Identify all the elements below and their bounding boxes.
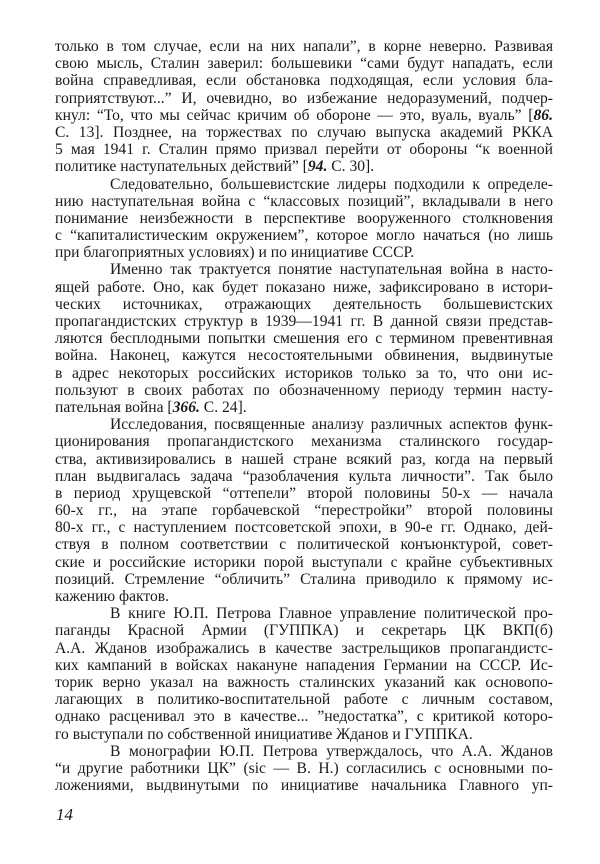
text-segment: только в том случае, если на них напали”, в корне неверно. Развивая [55,38,553,55]
text-line [55,330,553,347]
text-segment: при благоприятных условиях) и по инициативе СССР. [55,244,415,262]
text-segment: С. 30]. [327,158,375,176]
text-line [55,622,553,639]
text-line [55,313,553,330]
text-line [55,519,553,536]
text-line [55,38,553,55]
text-line [55,55,553,72]
text-segment: С. 13]. Позднее, на торжествах по случаю выпуска академий РККА [55,123,553,141]
text-segment: пользуют в своих работах по обозначенному периоду термин насту- [55,381,553,399]
text-segment: кнул: “То, что мы сейчас кричим об обороне — это, вуаль, вуаль” [ [55,106,534,124]
text-segment: “и другие работники ЦК” (sic — В. Н.) согласились с основными по- [55,759,553,777]
text-segment: 5 мая 1941 г. Сталин прямо призвал перейти от обороны “к военной [55,141,553,159]
text-line [55,536,553,553]
text-line [55,588,553,605]
text-line [55,691,553,708]
text-segment: ких кампаний в войсках накануне нападения Германии на СССР. Ис- [55,656,553,674]
text-segment: с “капиталистическим окружением”, которое могло начаться (но лишь [55,227,553,245]
text-line [55,90,553,107]
text-line [55,124,553,141]
paragraph [55,176,553,262]
text-segment: пропагандистских структур в 1939—1941 гг. В данной связи представ- [55,313,553,330]
text-segment: свою мысль, Сталин заверил: большевики “сами будут нападать, если [55,55,553,73]
text-segment: ствуя в полном соответствии с политической конъюнктурой, совет- [55,536,553,554]
text-segment: кажению фактов. [55,588,170,605]
text-line [55,193,553,210]
text-line [55,72,553,89]
citation-ref: 366. [172,398,200,416]
text-segment: позиций. Стремление “обличить” Сталина приводило к прямому ис- [55,570,553,588]
text-segment: Исследования, посвященные анализу различных аспектов функ- [110,416,553,434]
paragraph [55,743,553,795]
paragraph [55,416,553,605]
text-segment: пательная война [ [55,398,173,416]
text-segment: нию наступательная война с “классовых позиций”, вкладывали в него [55,192,553,210]
text-segment: го выступали по собственной инициативе Жданов и ГУППКА. [55,725,473,743]
text-segment: С. 24]. [199,398,247,416]
body-text [55,38,553,794]
text-line [55,605,553,622]
text-segment: план выдвигалась задача “разоблачения культа личности”. Так было [55,467,553,485]
text-line [55,743,553,760]
text-line [55,760,553,777]
text-line [55,141,553,158]
text-line [55,279,553,296]
text-line [55,107,553,124]
text-segment: лагающих в политико-воспитательной работе с личным составом, [55,691,553,709]
text-line [55,554,553,571]
text-segment: в адрес некоторых российских историков только за то, что они ис- [55,364,553,382]
text-line [55,261,553,278]
text-segment: в период хрущевской “оттепели” второй половины 50-х — начала [55,484,553,502]
paragraph [55,261,553,416]
text-segment: 60-х гг., на этапе горбачевской “перестройки” второй половины [55,502,553,520]
text-line [55,726,553,743]
text-line [55,640,553,657]
text-segment: Именно так трактуется понятие наступательная война в насто- [110,261,553,279]
text-segment: ства, активизировались в нашей стране всякий раз, когда на первый [55,450,553,468]
text-line [55,433,553,450]
text-segment: торик верно указал на важность сталинских указаний как основопо- [55,673,553,691]
text-line [55,416,553,433]
citation-ref: 94. [307,158,328,176]
text-line [55,571,553,588]
text-line [55,451,553,468]
text-segment: ложениями, выдвинутыми по инициативе начальника Главного уп- [55,777,553,795]
text-segment: В книге Ю.П. Петрова Главное управление политической про- [110,605,553,623]
text-line [55,365,553,382]
text-line [55,382,553,399]
text-segment: Следовательно, большевистские лидеры подходили к определе- [110,175,553,193]
text-line [55,674,553,691]
text-line [55,244,553,261]
text-segment: однако расценивал это в качестве... ”недостатка”, с критикой которо- [55,708,553,726]
text-segment: ционирования пропагандистского механизма сталинского государ- [55,433,553,451]
text-line [55,502,553,519]
text-line [55,158,553,175]
text-line [55,708,553,725]
text-segment: 80-х гг., с наступлением постсоветской эпохи, в 90-е гг. Однако, дей- [55,519,553,537]
text-line [55,399,553,416]
text-segment: ящей работе. Оно, как будет показано ниже, зафиксировано в истори- [55,278,553,296]
text-line [55,176,553,193]
text-line [55,347,553,364]
text-line [55,468,553,485]
text-line [55,657,553,674]
text-segment: В монографии Ю.П. Петрова утверждалось, что А.А. Жданов [110,742,553,760]
text-segment: война. Наконец, кажутся несостоятельными обвинения, выдвинутые [55,347,553,365]
text-line [55,227,553,244]
text-segment: паганды Красной Армии (ГУППКА) и секретарь ЦК ВКП(б) [55,622,553,640]
citation-ref: 86. [533,106,553,124]
text-segment: А.А. Жданов изображались в качестве застрельщиков пропагандистс- [55,639,553,657]
text-segment: война справедливая, если обстановка подходящая, если условия бла- [55,72,553,90]
paragraph [55,38,553,176]
text-segment: ляются бесплодными попытки смешения его с термином превентивная [55,330,553,348]
text-line [55,485,553,502]
text-line [55,210,553,227]
text-segment: понимание неизбежности в перспективе вооруженного столкновения [55,209,553,227]
text-segment: ческих источниках, отражающих деятельность большевистских [55,295,553,313]
paragraph [55,605,553,743]
page-number: 14 [56,805,73,824]
text-segment: гоприятствуют...” И, очевидно, во избежание недоразумений, подчер- [55,89,553,107]
text-segment: ские и российские историки порой выступали с крайне субъективных [55,553,553,571]
text-line [55,296,553,313]
text-segment: политике наступательных действий” [ [55,158,308,176]
text-line [55,777,553,794]
